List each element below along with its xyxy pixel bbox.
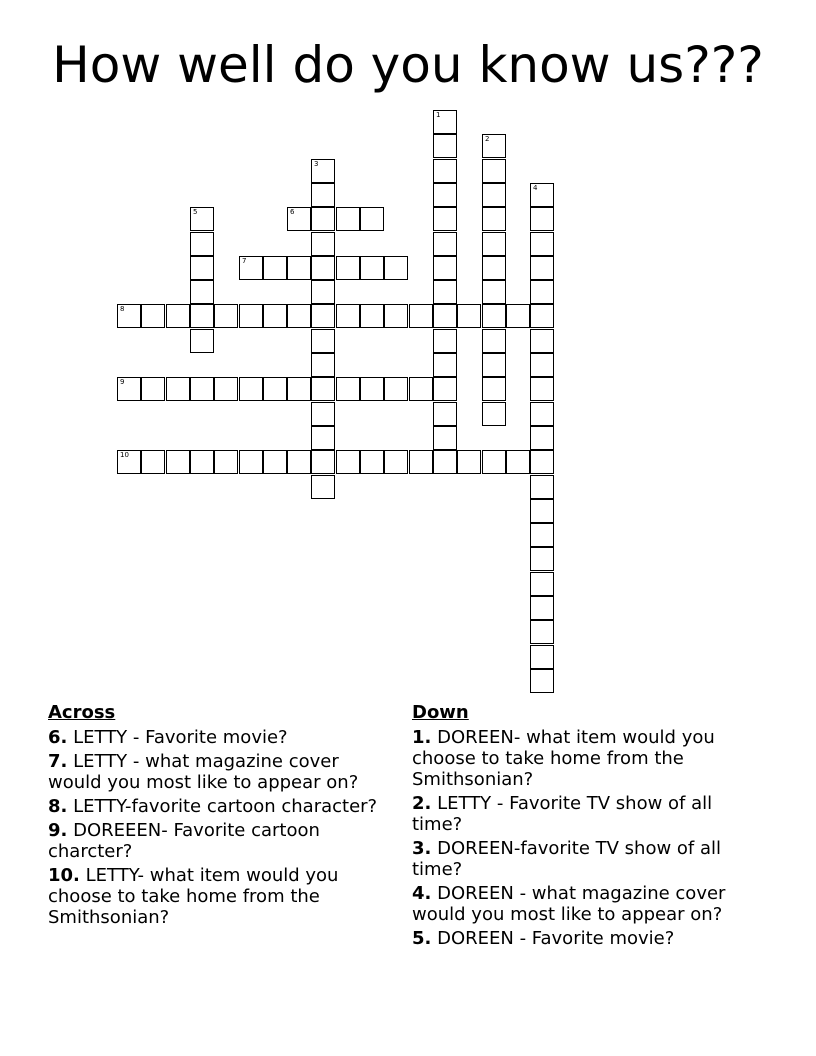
- grid-cell[interactable]: [141, 377, 165, 401]
- grid-cell[interactable]: [166, 377, 190, 401]
- grid-cell[interactable]: [433, 183, 457, 207]
- grid-cell[interactable]: [190, 304, 214, 328]
- across-clue-6: [48, 727, 398, 748]
- grid-cell[interactable]: [311, 159, 335, 183]
- grid-cell[interactable]: [530, 183, 554, 207]
- grid-cell[interactable]: [482, 159, 506, 183]
- grid-cell[interactable]: [311, 450, 335, 474]
- down-clue-1: [412, 727, 762, 790]
- grid-cell[interactable]: [287, 207, 311, 231]
- grid-cell[interactable]: [239, 304, 263, 328]
- grid-cell[interactable]: [530, 304, 554, 328]
- grid-cell[interactable]: [433, 304, 457, 328]
- grid-cell[interactable]: [482, 304, 506, 328]
- grid-cell[interactable]: [263, 304, 287, 328]
- clue-text: LETTY - Favorite movie?: [73, 727, 288, 748]
- cell-number: 3: [314, 160, 319, 168]
- clue-text: LETTY - what magazine cover would you most like to appear on?: [48, 751, 359, 793]
- grid-cell[interactable]: [530, 280, 554, 304]
- down-clue-2: [412, 793, 762, 835]
- grid-cell[interactable]: [311, 475, 335, 499]
- grid-cell[interactable]: [482, 450, 506, 474]
- grid-cell[interactable]: [433, 159, 457, 183]
- grid-cell[interactable]: [530, 232, 554, 256]
- clue-number: 9.: [48, 820, 68, 841]
- clue-number: 6.: [48, 727, 68, 748]
- grid-cell[interactable]: [530, 450, 554, 474]
- grid-cell[interactable]: [530, 499, 554, 523]
- grid-cell[interactable]: [384, 377, 408, 401]
- clue-number: 10.: [48, 865, 80, 886]
- grid-cell[interactable]: [360, 256, 384, 280]
- grid-cell[interactable]: [190, 232, 214, 256]
- clue-number: 7.: [48, 751, 68, 772]
- across-clue-8: [48, 796, 398, 817]
- grid-cell[interactable]: [190, 280, 214, 304]
- grid-cell[interactable]: [311, 232, 335, 256]
- grid-cell[interactable]: [530, 329, 554, 353]
- grid-cell[interactable]: [482, 377, 506, 401]
- grid-cell[interactable]: [433, 426, 457, 450]
- clue-text: DOREEN - what magazine cover would you most like to appear on?: [412, 883, 726, 925]
- grid-cell[interactable]: [384, 256, 408, 280]
- grid-cell[interactable]: [287, 256, 311, 280]
- grid-cell[interactable]: [117, 304, 141, 328]
- clue-text: LETTY-favorite cartoon character?: [73, 796, 378, 817]
- grid-cell[interactable]: [190, 256, 214, 280]
- cell-number: 4: [533, 184, 538, 192]
- grid-cell[interactable]: [287, 377, 311, 401]
- grid-cell[interactable]: [530, 426, 554, 450]
- grid-cell[interactable]: [263, 256, 287, 280]
- grid-cell[interactable]: [311, 304, 335, 328]
- across-clue-7: [48, 751, 398, 793]
- cell-number: 8: [120, 305, 125, 313]
- grid-cell[interactable]: [433, 353, 457, 377]
- cell-number: 1: [436, 111, 441, 119]
- grid-cell[interactable]: [287, 304, 311, 328]
- grid-cell[interactable]: [409, 304, 433, 328]
- grid-cell[interactable]: [482, 232, 506, 256]
- grid-cell[interactable]: [530, 523, 554, 547]
- grid-cell[interactable]: [190, 329, 214, 353]
- grid-cell[interactable]: [482, 183, 506, 207]
- grid-cell[interactable]: [482, 134, 506, 158]
- grid-cell[interactable]: [311, 329, 335, 353]
- clue-number: 5.: [412, 928, 432, 949]
- grid-cell[interactable]: [433, 329, 457, 353]
- grid-cell[interactable]: [530, 645, 554, 669]
- grid-cell[interactable]: [141, 304, 165, 328]
- down-clues: [412, 702, 762, 952]
- grid-cell[interactable]: [530, 353, 554, 377]
- cell-number: 10: [120, 451, 129, 459]
- grid-cell[interactable]: [409, 377, 433, 401]
- clue-text: DOREEN-favorite TV show of all time?: [412, 838, 722, 880]
- grid-cell[interactable]: [360, 377, 384, 401]
- grid-cell[interactable]: [287, 450, 311, 474]
- grid-cell[interactable]: [482, 280, 506, 304]
- page-title: How well do you know us???: [52, 36, 764, 94]
- clue-number: 8.: [48, 796, 68, 817]
- grid-cell[interactable]: [214, 377, 238, 401]
- grid-cell[interactable]: [482, 353, 506, 377]
- grid-cell[interactable]: [530, 475, 554, 499]
- grid-cell[interactable]: [457, 450, 481, 474]
- clue-number: 1.: [412, 727, 432, 748]
- grid-cell[interactable]: [190, 450, 214, 474]
- grid-cell[interactable]: [433, 280, 457, 304]
- clue-text: DOREEEN- Favorite cartoon charcter?: [48, 820, 320, 862]
- grid-cell[interactable]: [506, 450, 530, 474]
- grid-cell[interactable]: [336, 377, 360, 401]
- grid-cell[interactable]: [239, 450, 263, 474]
- grid-cell[interactable]: [530, 256, 554, 280]
- grid-cell[interactable]: [166, 450, 190, 474]
- grid-cell[interactable]: [433, 207, 457, 231]
- grid-cell[interactable]: [336, 207, 360, 231]
- grid-cell[interactable]: [360, 450, 384, 474]
- grid-cell[interactable]: [530, 620, 554, 644]
- grid-cell[interactable]: [311, 402, 335, 426]
- cell-number: 9: [120, 378, 125, 386]
- grid-cell[interactable]: [433, 134, 457, 158]
- grid-cell[interactable]: [311, 183, 335, 207]
- across-clue-10: [48, 865, 398, 928]
- grid-cell[interactable]: [530, 402, 554, 426]
- clue-number: 4.: [412, 883, 432, 904]
- grid-cell[interactable]: [530, 207, 554, 231]
- clue-text: LETTY - Favorite TV show of all time?: [412, 793, 713, 835]
- grid-cell[interactable]: [482, 256, 506, 280]
- clue-number: 2.: [412, 793, 432, 814]
- down-heading: Down: [412, 702, 469, 723]
- grid-cell[interactable]: [239, 256, 263, 280]
- down-clue-3: [412, 838, 762, 880]
- grid-cell[interactable]: [360, 304, 384, 328]
- grid-cell[interactable]: [530, 547, 554, 571]
- grid-cell[interactable]: [384, 304, 408, 328]
- grid-cell[interactable]: [482, 402, 506, 426]
- across-heading: Across: [48, 702, 116, 723]
- grid-cell[interactable]: [433, 402, 457, 426]
- grid-cell[interactable]: [482, 207, 506, 231]
- grid-cell[interactable]: [336, 256, 360, 280]
- grid-cell[interactable]: [530, 596, 554, 620]
- grid-cell[interactable]: [506, 304, 530, 328]
- grid-cell[interactable]: [530, 669, 554, 693]
- grid-cell[interactable]: [214, 450, 238, 474]
- grid-cell[interactable]: [384, 450, 408, 474]
- grid-cell[interactable]: [214, 304, 238, 328]
- grid-cell[interactable]: [433, 232, 457, 256]
- clue-text: LETTY- what item would you choose to take home from the Smithsonian?: [48, 865, 339, 928]
- grid-cell[interactable]: [263, 450, 287, 474]
- cell-number: 5: [193, 208, 198, 216]
- grid-cell[interactable]: [482, 329, 506, 353]
- down-clue-5: [412, 928, 762, 949]
- grid-cell[interactable]: [311, 353, 335, 377]
- grid-cell[interactable]: [311, 207, 335, 231]
- grid-cell[interactable]: [239, 377, 263, 401]
- grid-cell[interactable]: [141, 450, 165, 474]
- grid-cell[interactable]: [433, 110, 457, 134]
- grid-cell[interactable]: [530, 377, 554, 401]
- grid-cell[interactable]: [166, 304, 190, 328]
- grid-cell[interactable]: [433, 256, 457, 280]
- clue-text: DOREEN- what item would you choose to take home from the Smithsonian?: [412, 727, 715, 790]
- grid-cell[interactable]: [336, 304, 360, 328]
- grid-cell[interactable]: [360, 207, 384, 231]
- grid-cell[interactable]: [336, 450, 360, 474]
- grid-cell[interactable]: [117, 450, 141, 474]
- across-clue-9: [48, 820, 398, 862]
- grid-cell[interactable]: [311, 256, 335, 280]
- grid-cell[interactable]: [190, 207, 214, 231]
- grid-cell[interactable]: [433, 377, 457, 401]
- cell-number: 6: [290, 208, 295, 216]
- grid-cell[interactable]: [409, 450, 433, 474]
- grid-cell[interactable]: [433, 450, 457, 474]
- cell-number: 2: [485, 135, 490, 143]
- grid-cell[interactable]: [530, 572, 554, 596]
- grid-cell[interactable]: [311, 280, 335, 304]
- grid-cell[interactable]: [190, 377, 214, 401]
- down-clue-4: [412, 883, 762, 925]
- grid-cell[interactable]: [263, 377, 287, 401]
- grid-cell[interactable]: [457, 304, 481, 328]
- cell-number: 7: [242, 257, 247, 265]
- grid-cell[interactable]: [117, 377, 141, 401]
- across-clues: [48, 702, 398, 931]
- grid-cell[interactable]: [311, 377, 335, 401]
- clue-number: 3.: [412, 838, 432, 859]
- grid-cell[interactable]: [311, 426, 335, 450]
- clue-text: DOREEN - Favorite movie?: [437, 928, 675, 949]
